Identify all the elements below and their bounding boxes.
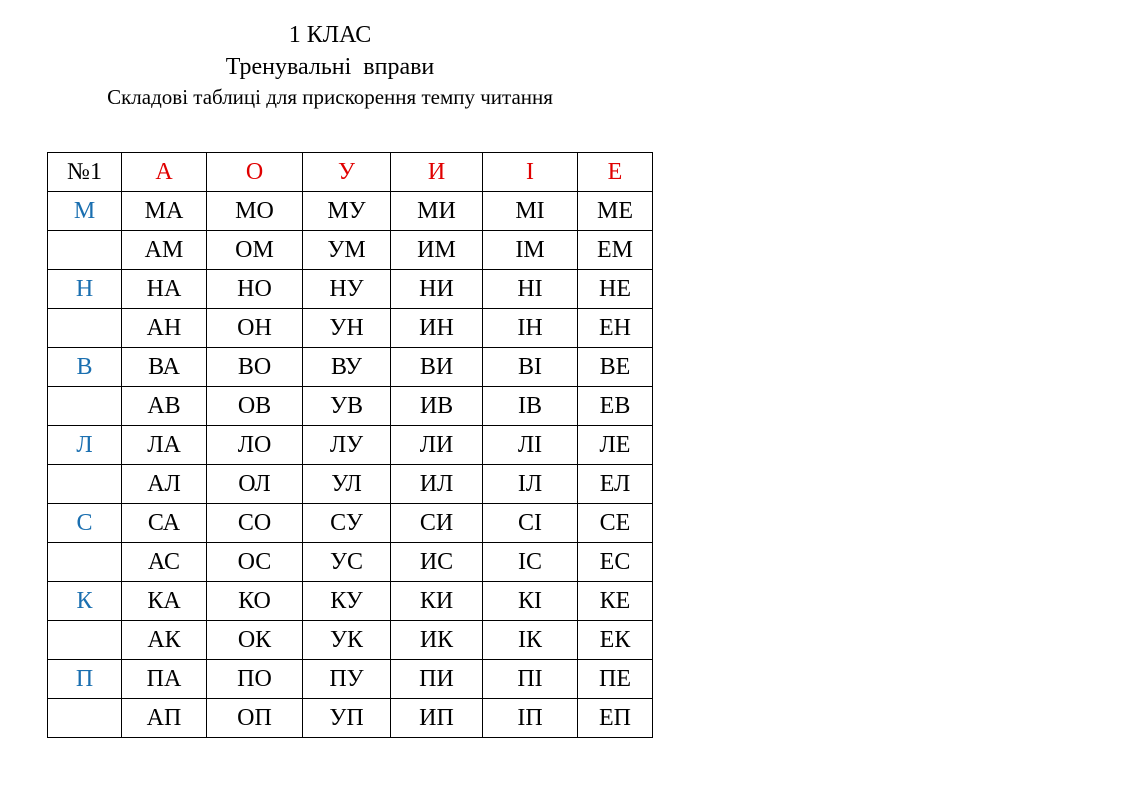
table-number-label: №1 xyxy=(48,153,122,192)
syllable-cell: МУ xyxy=(303,192,391,231)
syllable-cell: УП xyxy=(303,699,391,738)
syllable-cell: ИВ xyxy=(391,387,483,426)
syllable-cell: КИ xyxy=(391,582,483,621)
syllable-cell: АВ xyxy=(122,387,207,426)
syllable-cell: КІ xyxy=(483,582,578,621)
syllable-cell: ИП xyxy=(391,699,483,738)
syllable-cell: ЕС xyxy=(578,543,653,582)
syllable-cell: ВУ xyxy=(303,348,391,387)
syllable-cell: ВА xyxy=(122,348,207,387)
consonant-label: Л xyxy=(48,426,122,465)
syllable-cell: НЕ xyxy=(578,270,653,309)
syllable-cell: МА xyxy=(122,192,207,231)
syllable-cell: АС xyxy=(122,543,207,582)
consonant-label xyxy=(48,465,122,504)
syllable-cell: ИЛ xyxy=(391,465,483,504)
syllable-cell: ОВ xyxy=(207,387,303,426)
table-row xyxy=(48,660,653,699)
syllable-cell: ІК xyxy=(483,621,578,660)
consonant-label xyxy=(48,231,122,270)
syllable-cell: ОН xyxy=(207,309,303,348)
syllable-cell: ОМ xyxy=(207,231,303,270)
table-row xyxy=(48,309,653,348)
table-row xyxy=(48,543,653,582)
syllable-cell: ВІ xyxy=(483,348,578,387)
consonant-label: М xyxy=(48,192,122,231)
syllable-cell: АК xyxy=(122,621,207,660)
syllable-cell: ЛУ xyxy=(303,426,391,465)
syllable-cell: ПЕ xyxy=(578,660,653,699)
table-row xyxy=(48,270,653,309)
syllable-cell: ІС xyxy=(483,543,578,582)
syllable-cell: МО xyxy=(207,192,303,231)
syllable-cell: МИ xyxy=(391,192,483,231)
syllable-cell: ОЛ xyxy=(207,465,303,504)
syllable-cell: ЛА xyxy=(122,426,207,465)
syllable-cell: ЕК xyxy=(578,621,653,660)
syllable-cell: НО xyxy=(207,270,303,309)
syllable-cell: ЛИ xyxy=(391,426,483,465)
syllable-cell: ОП xyxy=(207,699,303,738)
syllable-cell: УЛ xyxy=(303,465,391,504)
syllable-cell: ВО xyxy=(207,348,303,387)
syllable-cell: КА xyxy=(122,582,207,621)
vowel-header: И xyxy=(391,153,483,192)
syllable-cell: ЕМ xyxy=(578,231,653,270)
table-row xyxy=(48,231,653,270)
table-header-row xyxy=(48,153,653,192)
table-row xyxy=(48,348,653,387)
vowel-header: І xyxy=(483,153,578,192)
table-row xyxy=(48,699,653,738)
syllable-cell: УС xyxy=(303,543,391,582)
syllable-cell: АЛ xyxy=(122,465,207,504)
syllable-cell: ПО xyxy=(207,660,303,699)
consonant-label xyxy=(48,387,122,426)
syllable-cell: ВИ xyxy=(391,348,483,387)
consonant-label xyxy=(48,543,122,582)
page-subtitle: Тренувальні вправи xyxy=(225,54,435,80)
syllable-cell: ИМ xyxy=(391,231,483,270)
syllable-cell: ІП xyxy=(483,699,578,738)
syllable-cell: ВЕ xyxy=(578,348,653,387)
syllable-cell: СЕ xyxy=(578,504,653,543)
syllable-cell: ЛЕ xyxy=(578,426,653,465)
syllable-cell: НУ xyxy=(303,270,391,309)
vowel-header: А xyxy=(122,153,207,192)
syllable-cell: ЕЛ xyxy=(578,465,653,504)
syllable-cell: НІ xyxy=(483,270,578,309)
syllable-cell: УН xyxy=(303,309,391,348)
syllable-cell: ПА xyxy=(122,660,207,699)
syllable-cell: ЛО xyxy=(207,426,303,465)
syllable-cell: КУ xyxy=(303,582,391,621)
syllable-cell: ПУ xyxy=(303,660,391,699)
table-row xyxy=(48,621,653,660)
syllable-cell: ЕН xyxy=(578,309,653,348)
table-row xyxy=(48,192,653,231)
syllable-cell: ЛІ xyxy=(483,426,578,465)
table-row xyxy=(48,582,653,621)
syllable-cell: УМ xyxy=(303,231,391,270)
syllable-cell: АП xyxy=(122,699,207,738)
syllable-cell: СУ xyxy=(303,504,391,543)
syllable-cell: ОС xyxy=(207,543,303,582)
syllable-cell: МЕ xyxy=(578,192,653,231)
syllable-cell: ІМ xyxy=(483,231,578,270)
syllable-cell: КО xyxy=(207,582,303,621)
consonant-label: П xyxy=(48,660,122,699)
table-row xyxy=(48,426,653,465)
syllable-cell: ІЛ xyxy=(483,465,578,504)
vowel-header: У xyxy=(303,153,391,192)
syllable-cell: ЕП xyxy=(578,699,653,738)
syllable-cell: УВ xyxy=(303,387,391,426)
syllable-cell: АМ xyxy=(122,231,207,270)
vowel-header: Е xyxy=(578,153,653,192)
consonant-label xyxy=(48,309,122,348)
syllable-cell: АН xyxy=(122,309,207,348)
syllable-table xyxy=(47,152,653,738)
syllable-cell: СО xyxy=(207,504,303,543)
syllable-cell: НА xyxy=(122,270,207,309)
syllable-cell: УК xyxy=(303,621,391,660)
consonant-label xyxy=(48,621,122,660)
consonant-label: С xyxy=(48,504,122,543)
consonant-label: К xyxy=(48,582,122,621)
syllable-cell: ПИ xyxy=(391,660,483,699)
syllable-cell: ІН xyxy=(483,309,578,348)
page-description: Складові таблиці для прискорення темпу читання xyxy=(107,85,553,109)
table-row xyxy=(48,504,653,543)
consonant-label: В xyxy=(48,348,122,387)
syllable-cell: СА xyxy=(122,504,207,543)
table-body xyxy=(48,192,653,738)
syllable-cell: ИК xyxy=(391,621,483,660)
syllable-cell: КЕ xyxy=(578,582,653,621)
table-row xyxy=(48,465,653,504)
syllable-cell: ИС xyxy=(391,543,483,582)
syllable-cell: ОК xyxy=(207,621,303,660)
syllable-cell: ІВ xyxy=(483,387,578,426)
syllable-cell: ИН xyxy=(391,309,483,348)
vowel-header: О xyxy=(207,153,303,192)
syllable-cell: НИ xyxy=(391,270,483,309)
syllable-cell: ЕВ xyxy=(578,387,653,426)
syllable-cell: МІ xyxy=(483,192,578,231)
consonant-label xyxy=(48,699,122,738)
consonant-label: Н xyxy=(48,270,122,309)
page-title: 1 КЛАС xyxy=(288,22,372,48)
syllable-cell: СИ xyxy=(391,504,483,543)
syllable-cell: СІ xyxy=(483,504,578,543)
syllable-cell: ПІ xyxy=(483,660,578,699)
table-row xyxy=(48,387,653,426)
